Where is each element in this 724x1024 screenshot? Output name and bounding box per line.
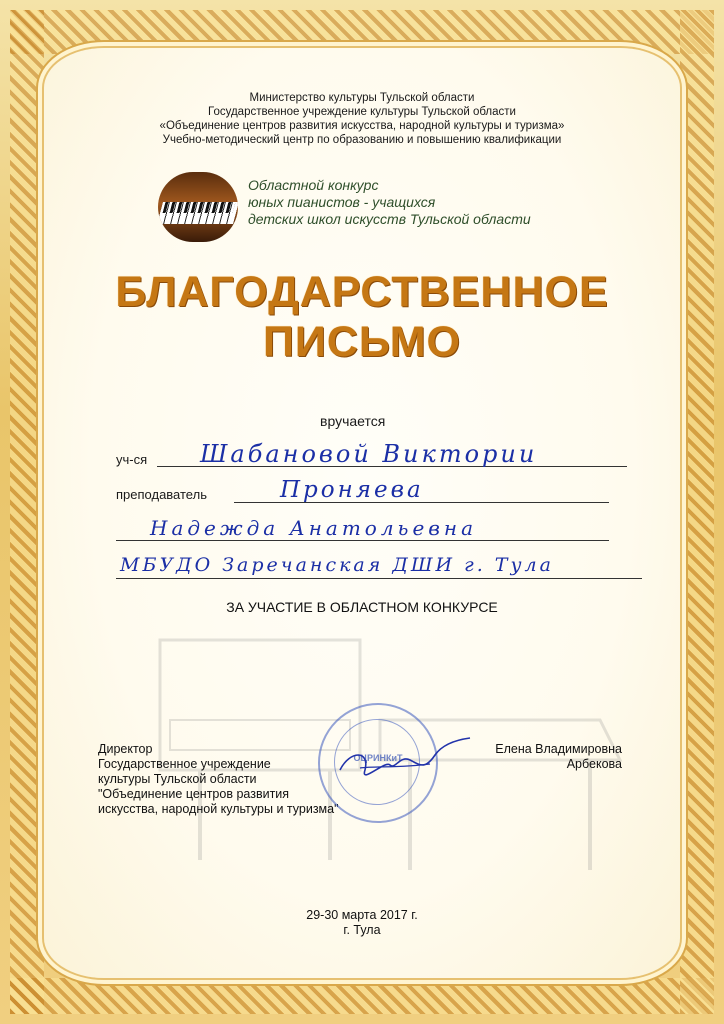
header-institution: Государственное учреждение культуры Тульской области: [208, 106, 516, 118]
director-org: культуры Тульской области: [98, 772, 257, 786]
director-org: искусства, народной культуры и туризма": [98, 802, 339, 816]
ornament-frame-left: [10, 10, 44, 1014]
contest-line: детских школ искусств Тульской области: [248, 211, 531, 227]
director-org: Государственное учреждение: [98, 757, 271, 771]
event-date: 29-30 марта 2017 г.: [306, 908, 418, 922]
school-underline: [116, 578, 642, 579]
title-line-1: БЛАГОДАРСТВЕННОЕ: [115, 268, 609, 316]
signature-icon: [330, 730, 480, 790]
teacher-name-underline: [116, 540, 609, 541]
ornament-frame-bottom: [10, 978, 714, 1014]
student-name: Шабановой Виктории: [200, 440, 538, 468]
school-name: МБУДО Заречанская ДШИ г. Тула: [120, 554, 554, 576]
contest-line: юных пианистов - учащихся: [248, 194, 436, 210]
director-first-name: Елена Владимировна: [495, 742, 622, 756]
title-line-2: ПИСЬМО: [263, 318, 461, 366]
stamp-center-text: ОЦРИНКиТ: [353, 753, 403, 763]
ornament-frame-right: [680, 10, 714, 1014]
teacher-label: преподаватель: [116, 487, 207, 502]
teacher-name-patronymic: Надежда Анатольевна: [150, 516, 478, 540]
director-surname: Арбекова: [566, 757, 622, 771]
director-org: "Объединение центров развития: [98, 787, 290, 801]
contest-line: Областной конкурс: [248, 177, 379, 193]
director-name-block: [470, 742, 622, 772]
director-title: Директор: [98, 742, 153, 756]
header-ministry: Министерство культуры Тульской области: [249, 92, 475, 104]
award-reason: ЗА УЧАСТИЕ В ОБЛАСТНОМ КОНКУРСЕ: [226, 599, 498, 615]
header-center: Учебно-методический центр по образованию и повышению квалификации: [162, 134, 562, 146]
piano-logo-icon: [158, 172, 238, 242]
teacher-surname: Проняева: [280, 477, 424, 503]
contest-name: [248, 177, 608, 228]
student-label: уч-ся: [116, 452, 148, 467]
event-city: г. Тула: [343, 923, 381, 937]
presented-label: вручается: [320, 413, 386, 429]
header-association: «Объединение центров развития искусства, народной культуры и туризма»: [159, 120, 565, 132]
